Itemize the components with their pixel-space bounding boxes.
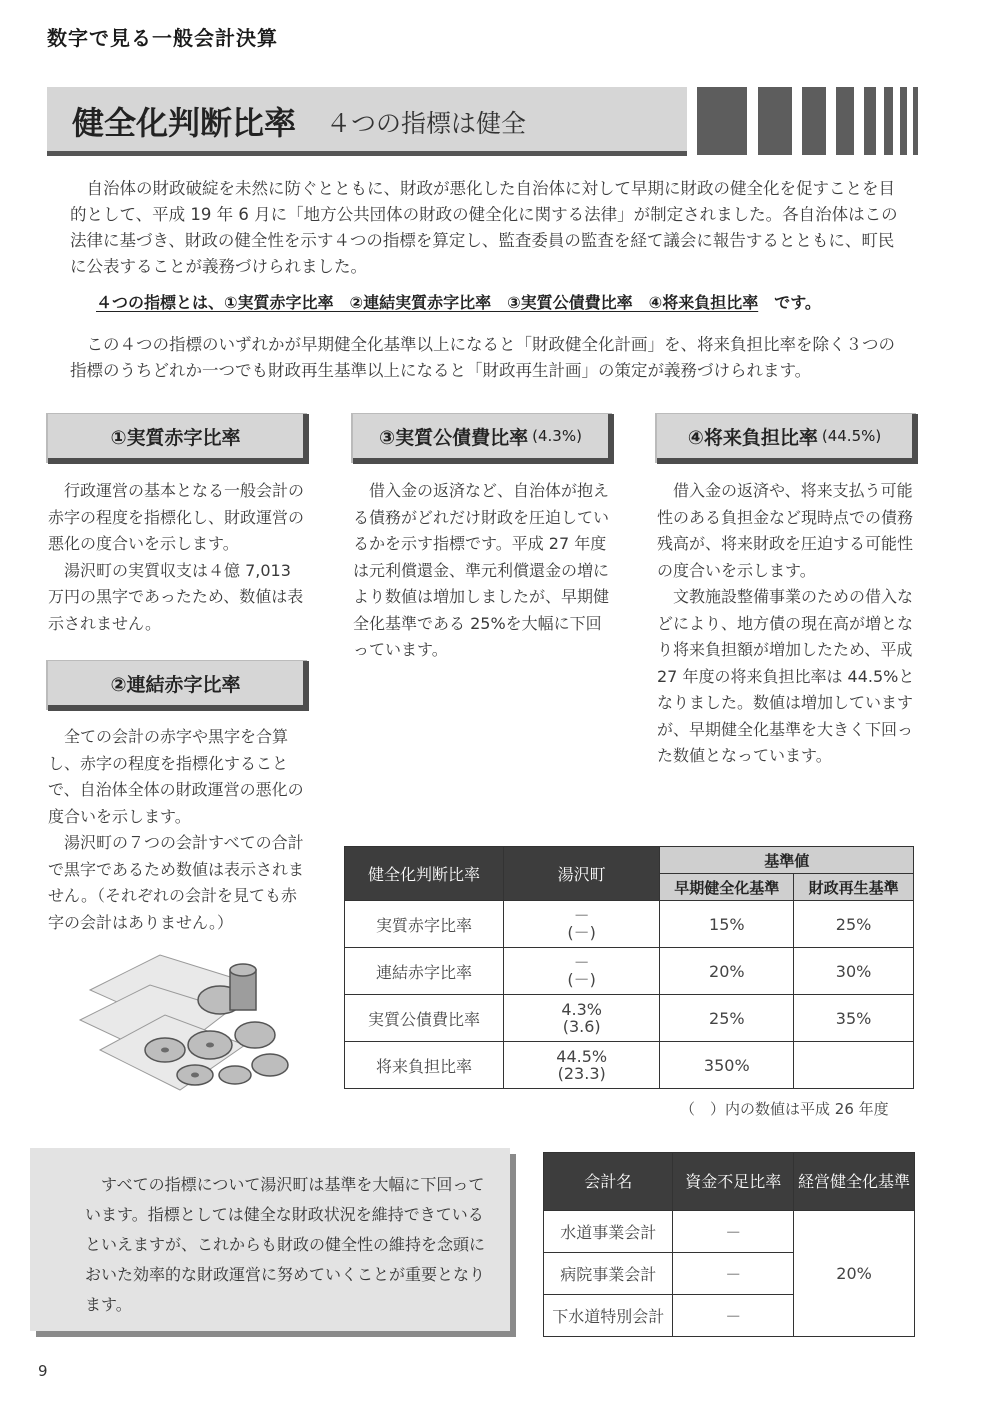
plan-note <box>70 332 910 384</box>
section-2-text <box>48 724 306 936</box>
ratio-table-header-name: 健全化判断比率 <box>345 847 504 901</box>
row-early: 20% <box>660 948 794 995</box>
section-title-1-text: ①実質赤字比率 <box>110 426 241 449</box>
row-rebuild: 35% <box>794 995 914 1042</box>
ratio-table-header-rebuild: 財政再生基準 <box>794 874 914 901</box>
section-4-text <box>657 478 919 770</box>
fund-standard-value: 20% <box>794 1211 915 1337</box>
summary-box <box>30 1148 510 1331</box>
table-row <box>345 995 914 1042</box>
page-header-title: 数字で見る一般会計決算 <box>47 26 278 50</box>
summary-text: すべての指標について湯沢町は基準を大幅に下回っています。指標としては健全な財政状況を維持できているといえますが、これからも財政の健全性の維持を念頭においた効率的な財政運営に努めていくことが重要となります。 <box>85 1175 486 1314</box>
table-row <box>345 1042 914 1089</box>
intro-block <box>70 176 910 280</box>
section-title-3-text: ③実質公債費比率 <box>379 426 529 449</box>
row-name: 将来負担比率 <box>345 1042 504 1089</box>
row-rebuild <box>794 1042 914 1089</box>
fund-row-name: 病院事業会計 <box>544 1253 673 1295</box>
section-title-4-pct: (44.5%) <box>821 427 882 445</box>
row-name: 実質公債費比率 <box>345 995 504 1042</box>
row-early: 25% <box>660 995 794 1042</box>
fund-row-name: 水道事業会計 <box>544 1211 673 1253</box>
fund-row-value: － <box>673 1211 794 1253</box>
row-town-prev: (－) <box>567 923 596 942</box>
section-title-3 <box>353 414 614 464</box>
row-town-current: － <box>573 906 590 925</box>
fund-row-value: － <box>673 1295 794 1337</box>
table-row <box>345 948 914 995</box>
row-town-prev: (3.6) <box>562 1017 601 1036</box>
banner-subtitle: ４つの指標は健全 <box>326 109 527 138</box>
key-indicators <box>96 290 821 313</box>
fund-shortage-table <box>543 1152 915 1337</box>
row-early: 350% <box>660 1042 794 1089</box>
row-town-current: 4.3% <box>561 1000 602 1019</box>
section-title-3-pct: (4.3%) <box>532 427 582 445</box>
decor-stripe <box>836 87 854 155</box>
section-2-p2: 湯沢町の７つの会計すべての合計で黒字であるため数値は表示されません。（それぞれの会計を見ても赤字の会計はありません。） <box>48 833 305 932</box>
fund-row-value: － <box>673 1253 794 1295</box>
row-town-current: － <box>573 953 590 972</box>
row-rebuild: 30% <box>794 948 914 995</box>
key-indicators-suffix: です。 <box>758 293 821 312</box>
section-3-p1: 借入金の返済など、自治体が抱える債務がどれだけ財政を圧迫しているかを示す指標です。平成 27 年度は元利償還金、準元利償還金の増により数値は増加しましたが、早期健全化基準である 25%を大幅に下回っています。 <box>353 481 610 659</box>
ratio-table-header-town: 湯沢町 <box>503 847 659 901</box>
row-town-value <box>503 901 659 948</box>
row-town-prev: (－) <box>567 970 596 989</box>
fund-table-header-ratio: 資金不足比率 <box>673 1153 794 1211</box>
decor-stripe <box>758 87 792 155</box>
row-early: 15% <box>660 901 794 948</box>
section-title-1 <box>48 414 309 464</box>
intro-paragraph: 自治体の財政破綻を未然に防ぐとともに、財政が悪化した自治体に対して早期に財政の健全化を促すことを目的として、平成 19 年 6 月に「地方公共団体の財政の健全化に関する法律」が制定されました。各自治体はこの法律に基づき、財政の健全性を示す４つの指標を算定し、監査委員の監査を経て議会に報告するとともに、町民に公表することが義務づけられました。 <box>70 179 898 276</box>
section-title-4 <box>657 414 918 464</box>
section-1-p1: 行政運営の基本となる一般会計の赤字の程度を指標化し、財政運営の悪化の度合いを示します。 <box>48 481 305 553</box>
key-indicators-list: ４つの指標とは、①実質赤字比率 ②連結実質赤字比率 ③実質公債費比率 ④将来負担比率 <box>96 293 759 312</box>
ratio-table <box>344 846 914 1089</box>
decor-stripe <box>697 87 747 155</box>
fund-table-header-name: 会計名 <box>544 1153 673 1211</box>
decor-stripe <box>802 87 826 155</box>
ratio-table-header-group: 基準値 <box>660 847 914 874</box>
fund-row-name: 下水道特別会計 <box>544 1295 673 1337</box>
plan-note-paragraph: この４つの指標のいずれかが早期健全化基準以上になると「財政健全化計画」を、将来負担比率を除く３つの指標のうちどれか一つでも財政再生基準以上になると「財政再生計画」の策定が義務づけられます。 <box>70 335 895 380</box>
section-1-text <box>48 478 306 637</box>
fund-table-header-standard: 経営健全化基準 <box>794 1153 915 1211</box>
section-1-p2: 湯沢町の実質収支は４億 7,013 万円の黒字であったため、数値は表示されません。 <box>48 560 304 633</box>
row-name: 実質赤字比率 <box>345 901 504 948</box>
row-name: 連結赤字比率 <box>345 948 504 995</box>
ratio-table-header-early: 早期健全化基準 <box>660 874 794 901</box>
table-row <box>544 1211 915 1253</box>
table-row <box>345 901 914 948</box>
banner-title: 健全化判断比率 <box>72 104 297 142</box>
decor-stripe <box>884 87 893 155</box>
section-title-2 <box>48 661 309 711</box>
section-2-p1: 全ての会計の赤字や黒字を合算し、赤字の程度を指標化することで、自治体全体の財政運営の悪化の度合いを示します。 <box>48 727 304 826</box>
row-town-value <box>503 948 659 995</box>
row-town-prev: (23.3) <box>557 1064 606 1083</box>
coins-bills-illustration <box>70 950 315 1095</box>
decor-stripe <box>864 87 876 155</box>
row-rebuild: 25% <box>794 901 914 948</box>
decor-stripe <box>900 87 907 155</box>
decor-stripe <box>913 87 918 155</box>
section-title-4-text: ④将来負担比率 <box>687 426 818 449</box>
table-footnote: （ ）内の数値は平成 26 年度 <box>680 1100 889 1118</box>
section-4-p2: 文教施設整備事業のための借入などにより、地方債の現在高が増となり将来負担額が増加したため、平成 27 年度の将来負担比率は 44.5%となりました。数値は増加していますが、早期健全化基準を大きく下回った数値となっています。 <box>657 587 915 765</box>
row-town-value <box>503 1042 659 1089</box>
section-3-text <box>353 478 615 664</box>
row-town-current: 44.5% <box>556 1047 608 1066</box>
page-number: 9 <box>38 1362 48 1380</box>
row-town-value <box>503 995 659 1042</box>
section-4-p1: 借入金の返済や、将来支払う可能性のある負担金など現時点での債務残高が、将来財政を圧迫する可能性の度合いを示します。 <box>657 481 914 580</box>
section-title-2-text: ②連結赤字比率 <box>110 673 241 696</box>
